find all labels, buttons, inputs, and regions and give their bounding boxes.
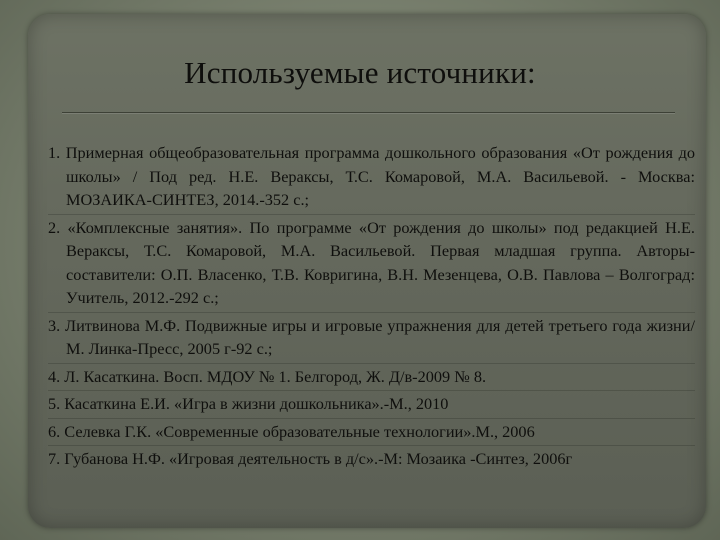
source-item-5: 5. Касаткина Е.И. «Игра в жизни дошкольника».-М., 2010 <box>48 392 695 419</box>
slide-title: Используемые источники: <box>184 55 536 90</box>
source-item-1: 1. Примерная общеобразовательная программа дошкольного образования «От рождения до школы» / Под ред. Н.Е. Вераксы, Т.С. Комаровой, М.А. Васильевой. - Москва: МОЗАИКА-СИНТЕЗ, 2014.-352 с.; <box>48 141 695 215</box>
title-divider <box>62 112 675 113</box>
sources-list <box>48 141 695 474</box>
source-item-4: 4. Л. Касаткина. Восп. МДОУ № 1. Белгород, Ж. Д/в-2009 № 8. <box>48 365 695 392</box>
source-item-3: 3. Литвинова М.Ф. Подвижные игры и игровые упражнения для детей третьего года жизни/ М. Линка-Пресс, 2005 г-92 с.; <box>48 314 695 364</box>
source-item-6: 6. Селевка Г.К. «Современные образовательные технологии».М., 2006 <box>48 420 695 447</box>
source-item-7: 7. Губанова Н.Ф. «Игровая деятельность в д/с».-М: Мозаика -Синтез, 2006г <box>48 449 573 468</box>
source-item-2: 2. «Комплексные занятия». По программе «От рождения до школы» под редакцией Н.Е. Вераксы, Т.С. Комаровой, М.А. Васильевой. Первая младшая группа. Авторы-составители: О.П. Власенко, Т.В. Ковригина, В.Н. Мезенцева, О.В. Павлова – Волгоград: Учитель, 2012.-292 с.; <box>48 216 695 313</box>
